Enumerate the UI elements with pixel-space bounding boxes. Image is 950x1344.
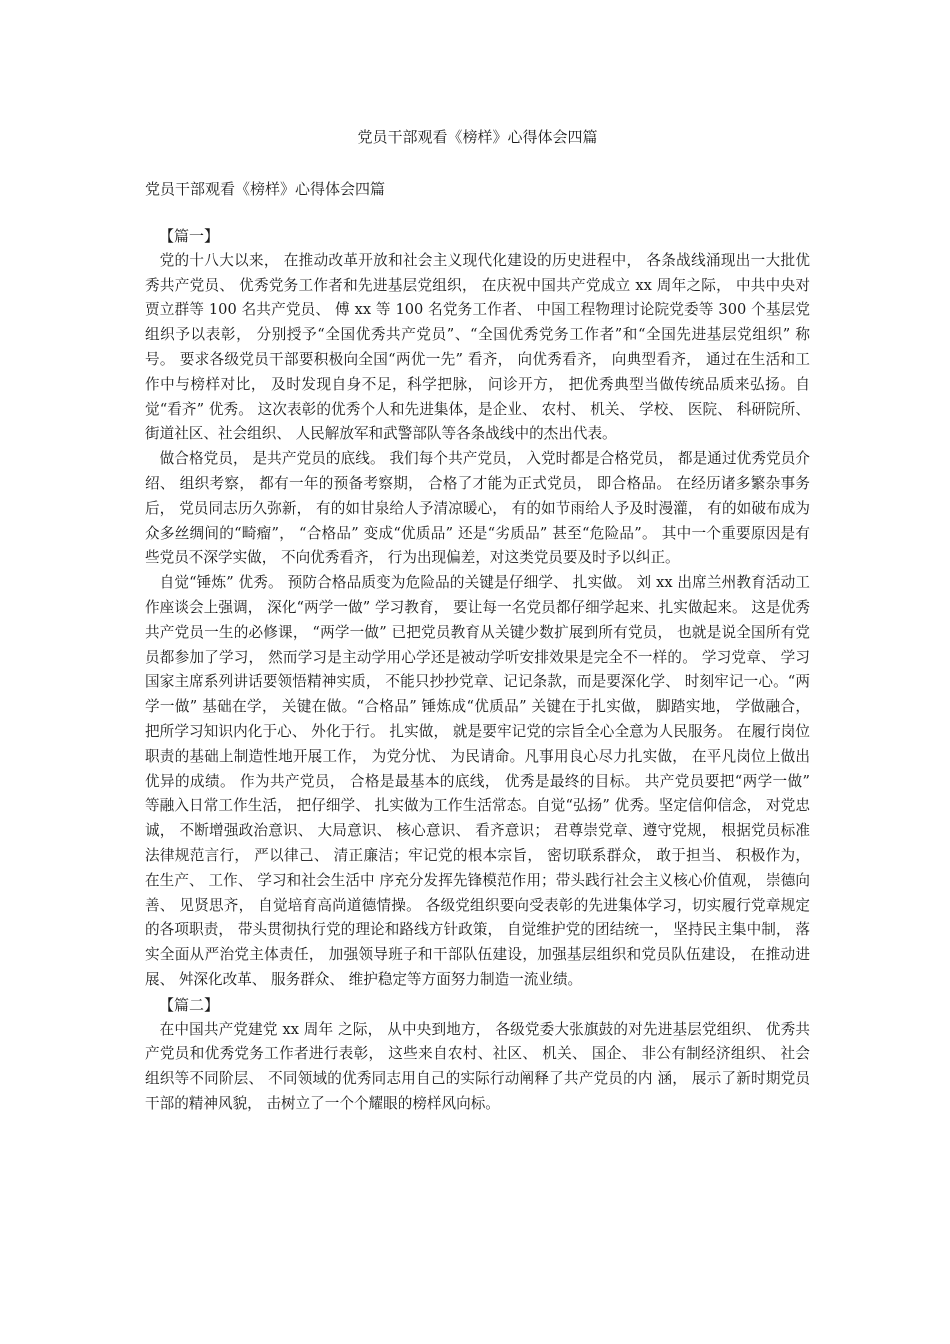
section-1 xyxy=(145,224,810,993)
paragraph: 自觉“锤炼” 优秀。 预防合格品质变为危险品的关键是仔细学、 扎实做。 刘 xx 出席兰州教育活动工作座谈会上强调， 深化“两学一做” 学习教育， 要让每一名党员都仔细学起来、扎实做起来。 这是优秀共产党员一生的必修课， “两学一做” 已把党员教育从关键少数扩展到所有党员， 也就是说全国所有党员都参加了学习， 然而学习是主动学用心学还是被动学听安排效果是完全不一样的。 学习党章、 学习国家主席系列讲话要领悟精神实质， 不能只抄抄党章、记记条款，而是要深化学、 时刻牢记一心。“两学一做” 基础在学， 关键在做。“合格品” 锤炼成“优质品” 关键在于扎实做， 脚踏实地， 学做融合， 把所学习知识内化于心、 外化于行。 扎实做， 就是要牢记党的宗旨全心全意为人民服务。 在履行岗位职责的基础上制造性地开展工作， 为党分忧、 为民请命。凡事用良心尽力扎实做， 在平凡岗位上做出优异的成绩。 作为共产党员， 合格是最基本的底线， 优秀是最终的目标。 共产党员要把“两学一做” 等融入日常工作生活， 把仔细学、 扎实做为工作生活常态。自觉“弘扬” 优秀。坚定信仰信念， 对党忠诚， 不断增强政治意识、 大局意识、 核心意识、 看齐意识； 君尊崇党章、遵守党规， 根据党员标准法律规范言行， 严以律己、 清正廉洁；牢记党的根本宗旨， 密切联系群众， 敢于担当、 积极作为，在生产、 工作、 学习和社会生活中 序充分发挥先锋模范作用；带头践行社会主义核心价值观， 崇德向善、 见贤思齐， 自觉培育高尚道德情操。 各级党组织要向受表彰的先进集体学习，切实履行党章规定 的各项职责， 带头贯彻执行党的理论和路线方针政策， 自觉维护党的团结统一， 坚持民主集中制， 落实全面从严治党主体责任， 加强领导班子和干部队伍建设，加强基层组织和党员队伍建设， 在推动进展、 舛深化改革、 服务群众、 维护稳定等方面努力制造一流业绩。 xyxy=(145,574,810,988)
section-heading: 【篇一】 xyxy=(159,227,220,245)
section-heading: 【篇二】 xyxy=(159,995,220,1014)
document-subtitle: 党员干部观看《榜样》心得体会四篇 xyxy=(145,180,386,198)
paragraph: 做合格党员， 是共产党员的底线。 我们每个共产党员， 入党时都是合格党员， 都是通过优秀党员介绍、 组织考察， 都有一年的预备考察期， 合格了才能为正式党员， 即合格品。 在经历诸多繁杂事务后， 党员同志历久弥新， 有的如甘泉给人予清凉暖心， 有的如节雨给人予及时漫灌， 有的如破布成为众多丝绸间的“畸瘤”， “合格品” 变成“优质品” 还是“劣质品” 甚至“危险品”。 其中一个重要原因是有些党员不深学实做， 不向优秀看齐， 行为出现偏差，对这类党员要及时予以纠正。 xyxy=(145,450,810,567)
section-2 xyxy=(145,993,810,1117)
document-title: 党员干部观看《榜样》心得体会四篇 xyxy=(357,128,598,146)
paragraph: 党的十八大以来， 在推动改革开放和社会主义现代化建设的历史进程中， 各条战线涌现出一大批优秀共产党员、 优秀党务工作者和先进基层党组织， 在庆祝中国共产党成立 xx 周年之际， 中共中央对贾立群等 100 名共产党员、 傅 xx 等 100 名党务工作者、 中国工程物理讨论院党委等 300 个基层党组织予以表彰， 分别授予“全国优秀共产党员”、“全国优秀党务工作者”和“全国先进基层党组织” 称号。 要求各级党员干部要积极向全国“两优一先” 看齐， 向优秀看齐， 向典型看齐， 通过在生活和工作中与榜样对比， 及时发现自身不足，科学把脉， 问诊开方， 把优秀典型当做传统品质来弘扬。自觉“看齐” 优秀。 这次表彰的优秀个人和先进集体，是企业、 农村、 机关、 学校、 医院、 科研院所、 街道社区、社会组织、 人民解放军和武警部队等各条战线中的杰出代表。 xyxy=(145,251,810,443)
document-page xyxy=(145,126,810,1117)
paragraph: 在中国共产党建党 xx 周年 之际， 从中央到地方， 各级党委大张旗鼓的对先进基层党组织、 优秀共产党员和优秀党务工作者进行表彰， 这些来自农村、社区、 机关、 国企、 非公有制经济组织、 社会组织等不同阶层、 不同领域的优秀同志用自己的实际行动阐释了共产党员的内 涵， 展示了新时期党员干部的精神风貌， 击树立了一个个耀眼的榜样风向标。 xyxy=(145,1020,810,1112)
